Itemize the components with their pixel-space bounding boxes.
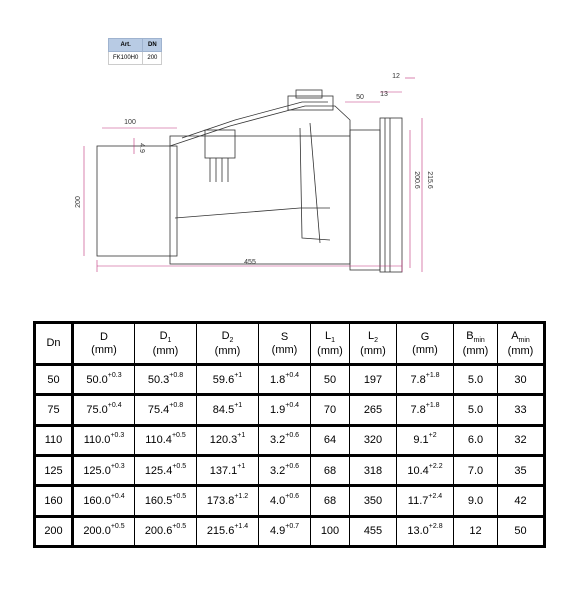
header-cell bbox=[454, 323, 498, 365]
cell-tolerance: +1 bbox=[234, 371, 243, 379]
cell-value: 125.0 bbox=[83, 464, 111, 477]
cell-value: 4.0 bbox=[269, 494, 286, 507]
header-cell bbox=[135, 323, 197, 365]
cell-tolerance: +0.8 bbox=[169, 371, 184, 379]
table-cell bbox=[311, 395, 350, 425]
cell-tolerance: +0.3 bbox=[107, 371, 122, 379]
header-cell bbox=[35, 323, 73, 365]
table-row bbox=[35, 395, 545, 425]
table-cell bbox=[73, 365, 135, 395]
table-cell bbox=[454, 365, 498, 395]
cell-tolerance: +1 bbox=[237, 462, 246, 470]
table-cell bbox=[197, 395, 259, 425]
header-unit: (mm) bbox=[91, 343, 117, 356]
cell-tolerance: +2 bbox=[428, 432, 437, 440]
cell-value: 110.0 bbox=[83, 434, 111, 447]
header-unit: (mm) bbox=[360, 344, 386, 357]
cell-value: 84.5 bbox=[212, 403, 235, 416]
cell-tolerance: +0.4 bbox=[285, 371, 300, 379]
cell-value: 42 bbox=[514, 494, 527, 507]
cell-value: 12 bbox=[469, 525, 482, 538]
cell-tolerance: +0.4 bbox=[285, 401, 300, 409]
table-cell bbox=[35, 486, 73, 516]
table-row bbox=[35, 455, 545, 485]
table-cell bbox=[197, 516, 259, 546]
header-subscript: 1 bbox=[167, 336, 172, 344]
header-unit: (mm) bbox=[152, 344, 179, 357]
table-cell bbox=[454, 425, 498, 455]
dim-100: 100 bbox=[124, 119, 136, 126]
cell-value: 350 bbox=[363, 494, 383, 507]
table-cell bbox=[259, 425, 311, 455]
spec-table bbox=[33, 321, 546, 548]
header-label: D bbox=[221, 329, 230, 342]
cell-tolerance: +0.4 bbox=[110, 492, 125, 500]
table-cell bbox=[311, 516, 350, 546]
cell-tolerance: +1.2 bbox=[234, 492, 249, 500]
cell-value: 137.1 bbox=[209, 464, 238, 477]
cell-value: 1.8 bbox=[269, 373, 286, 386]
cell-value: 110 bbox=[44, 434, 63, 447]
header-subscript: 1 bbox=[331, 336, 336, 344]
table-cell bbox=[311, 365, 350, 395]
cell-value: 125.4 bbox=[144, 464, 173, 477]
table-cell bbox=[397, 516, 454, 546]
pipe-body bbox=[97, 90, 402, 272]
table-cell bbox=[454, 516, 498, 546]
cell-value: 75.4 bbox=[147, 403, 170, 416]
table-cell bbox=[350, 455, 397, 485]
header-subscript: 2 bbox=[374, 336, 379, 344]
table-cell bbox=[135, 395, 197, 425]
article-dn: 200 bbox=[143, 52, 162, 65]
cell-value: 35 bbox=[514, 464, 527, 477]
cell-value: 125 bbox=[44, 464, 63, 477]
table-cell bbox=[498, 425, 545, 455]
cell-value: 11.7 bbox=[407, 494, 429, 507]
cell-value: 1.9 bbox=[269, 403, 286, 416]
table-cell bbox=[498, 395, 545, 425]
table-cell bbox=[350, 395, 397, 425]
cell-value: 9.0 bbox=[467, 494, 484, 507]
table-cell bbox=[498, 486, 545, 516]
header-cell bbox=[498, 323, 545, 365]
dim-13: 13 bbox=[380, 91, 388, 98]
header-subscript: min bbox=[518, 336, 530, 344]
cell-value: 64 bbox=[323, 434, 337, 447]
header-cell bbox=[311, 323, 350, 365]
table-cell bbox=[197, 365, 259, 395]
table-cell bbox=[397, 365, 454, 395]
cell-value: 173.8 bbox=[206, 494, 235, 507]
cell-value: 320 bbox=[363, 434, 383, 447]
cell-tolerance: +0.5 bbox=[172, 492, 187, 500]
table-cell bbox=[197, 455, 259, 485]
cell-value: 200.0 bbox=[83, 525, 111, 538]
table-cell bbox=[350, 516, 397, 546]
table-cell bbox=[454, 395, 498, 425]
dim-215-6: 215.6 bbox=[426, 171, 433, 189]
cell-value: 4.9 bbox=[269, 525, 286, 538]
cell-value: 75 bbox=[47, 403, 60, 416]
header-cell bbox=[397, 323, 454, 365]
table-cell bbox=[135, 365, 197, 395]
cell-value: 200.6 bbox=[144, 525, 173, 538]
header-subscript: 2 bbox=[229, 336, 234, 344]
table-row bbox=[35, 486, 545, 516]
cell-value: 318 bbox=[363, 464, 383, 477]
cell-value: 59.6 bbox=[212, 373, 235, 386]
table-cell bbox=[259, 365, 311, 395]
dim-200-6: 200.6 bbox=[413, 171, 420, 189]
table-cell bbox=[259, 455, 311, 485]
cell-tolerance: +0.3 bbox=[110, 432, 125, 440]
cell-tolerance: +1 bbox=[234, 401, 243, 409]
technical-drawing bbox=[70, 68, 450, 278]
cell-tolerance: +0.5 bbox=[172, 523, 187, 531]
table-cell bbox=[73, 395, 135, 425]
cell-tolerance: +0.5 bbox=[171, 432, 186, 440]
cell-tolerance: +0.6 bbox=[285, 432, 300, 440]
table-cell bbox=[35, 395, 73, 425]
table-cell bbox=[311, 486, 350, 516]
cell-value: 5.0 bbox=[467, 403, 484, 416]
cell-value: 455 bbox=[363, 525, 383, 538]
header-label: L bbox=[367, 329, 375, 342]
cell-value: 13.0 bbox=[407, 525, 429, 538]
header-unit: (mm) bbox=[507, 344, 534, 357]
header-label: D bbox=[159, 329, 168, 342]
header-label: B bbox=[466, 329, 474, 342]
dim-455: 455 bbox=[244, 259, 256, 266]
table-cell bbox=[259, 486, 311, 516]
cell-tolerance: +0.5 bbox=[172, 462, 187, 470]
cell-value: 7.8 bbox=[410, 403, 426, 416]
cell-tolerance: +0.5 bbox=[110, 523, 125, 531]
cell-tolerance: +0.7 bbox=[285, 523, 300, 531]
cell-value: 197 bbox=[363, 373, 383, 386]
cell-tolerance: +0.3 bbox=[110, 462, 125, 470]
table-cell bbox=[350, 486, 397, 516]
header-cell bbox=[197, 323, 259, 365]
table-row bbox=[35, 516, 545, 546]
header-label: G bbox=[420, 330, 430, 343]
cell-value: 50 bbox=[47, 373, 60, 386]
cell-tolerance: +2.4 bbox=[428, 492, 443, 500]
cell-tolerance: +1.8 bbox=[425, 371, 440, 379]
table-cell bbox=[135, 425, 197, 455]
cell-value: 68 bbox=[323, 464, 337, 477]
cell-value: 3.2 bbox=[269, 464, 286, 477]
table-cell bbox=[350, 425, 397, 455]
cell-tolerance: +0.8 bbox=[169, 401, 184, 409]
cell-tolerance: +0.6 bbox=[285, 492, 300, 500]
header-unit: (mm) bbox=[412, 343, 438, 356]
cell-value: 50.0 bbox=[86, 373, 108, 386]
cell-value: 265 bbox=[363, 403, 383, 416]
cell-value: 160.0 bbox=[83, 494, 111, 507]
cell-value: 7.8 bbox=[410, 373, 426, 386]
cell-value: 160.5 bbox=[144, 494, 173, 507]
header-unit: (mm) bbox=[317, 344, 343, 357]
table-cell bbox=[135, 455, 197, 485]
header-label: A bbox=[511, 329, 519, 342]
header-label: Dn bbox=[46, 337, 61, 350]
table-cell bbox=[397, 486, 454, 516]
table-cell bbox=[454, 455, 498, 485]
table-cell bbox=[73, 455, 135, 485]
dimension-lines bbox=[84, 78, 422, 272]
header-cell bbox=[259, 323, 311, 365]
table-cell bbox=[498, 365, 545, 395]
cell-value: 68 bbox=[323, 494, 337, 507]
table-cell bbox=[35, 516, 73, 546]
cell-value: 6.0 bbox=[467, 434, 484, 447]
cell-value: 10.4 bbox=[407, 464, 429, 477]
cell-value: 215.6 bbox=[206, 525, 235, 538]
cell-value: 75.0 bbox=[86, 403, 108, 416]
header-cell bbox=[350, 323, 397, 365]
header-unit: (mm) bbox=[462, 344, 489, 357]
cell-value: 50.3 bbox=[147, 373, 170, 386]
table-cell bbox=[73, 486, 135, 516]
header-cell bbox=[73, 323, 135, 365]
cell-value: 32 bbox=[514, 434, 527, 447]
dim-4-9: 4.9 bbox=[138, 143, 145, 153]
header-unit: (mm) bbox=[214, 344, 241, 357]
cell-tolerance: +0.4 bbox=[107, 401, 122, 409]
table-cell bbox=[35, 425, 73, 455]
table-row bbox=[35, 425, 545, 455]
cell-value: 50 bbox=[514, 525, 527, 538]
table-header-row bbox=[35, 323, 545, 365]
table-cell bbox=[197, 486, 259, 516]
cell-value: 120.3 bbox=[209, 434, 238, 447]
header-label: D bbox=[100, 330, 108, 343]
article-header-dn: DN bbox=[143, 39, 162, 52]
cell-value: 33 bbox=[514, 403, 527, 416]
table-cell bbox=[135, 486, 197, 516]
cell-value: 30 bbox=[514, 373, 527, 386]
table-cell bbox=[35, 365, 73, 395]
table-cell bbox=[498, 516, 545, 546]
table-cell bbox=[498, 455, 545, 485]
header-unit: (mm) bbox=[271, 343, 298, 356]
table-cell bbox=[350, 365, 397, 395]
table-cell bbox=[35, 455, 73, 485]
table-cell bbox=[311, 455, 350, 485]
dim-12: 12 bbox=[392, 73, 400, 80]
cell-value: 50 bbox=[323, 373, 337, 386]
table-cell bbox=[259, 395, 311, 425]
article-header-art: Art. bbox=[109, 39, 143, 52]
table-cell bbox=[73, 425, 135, 455]
cell-value: 110.4 bbox=[145, 434, 172, 447]
header-label: S bbox=[280, 330, 289, 343]
header-subscript: min bbox=[473, 336, 485, 344]
table-cell bbox=[311, 425, 350, 455]
cell-value: 9.1 bbox=[413, 434, 429, 447]
article-table bbox=[108, 38, 162, 65]
dim-200: 200 bbox=[75, 196, 82, 208]
table-cell bbox=[73, 516, 135, 546]
cell-value: 160 bbox=[44, 494, 63, 507]
cell-tolerance: +1 bbox=[237, 432, 246, 440]
dim-50: 50 bbox=[356, 94, 364, 101]
cell-value: 7.0 bbox=[467, 464, 484, 477]
cell-value: 200 bbox=[44, 525, 63, 538]
table-cell bbox=[197, 425, 259, 455]
cell-value: 5.0 bbox=[467, 373, 484, 386]
cell-tolerance: +2.8 bbox=[428, 523, 443, 531]
cell-tolerance: +0.6 bbox=[285, 462, 300, 470]
cell-value: 100 bbox=[320, 525, 340, 538]
table-cell bbox=[135, 516, 197, 546]
table-cell bbox=[397, 425, 454, 455]
cell-tolerance: +1.8 bbox=[425, 401, 440, 409]
article-code: FK100H0 bbox=[109, 52, 143, 65]
cell-tolerance: +1.4 bbox=[234, 523, 249, 531]
table-cell bbox=[454, 486, 498, 516]
cell-value: 70 bbox=[323, 403, 337, 416]
cell-tolerance: +2.2 bbox=[428, 462, 443, 470]
table-cell bbox=[397, 395, 454, 425]
header-label: L bbox=[324, 329, 332, 342]
cell-value: 3.2 bbox=[269, 434, 286, 447]
table-cell bbox=[397, 455, 454, 485]
table-cell bbox=[259, 516, 311, 546]
table-row bbox=[35, 365, 545, 395]
